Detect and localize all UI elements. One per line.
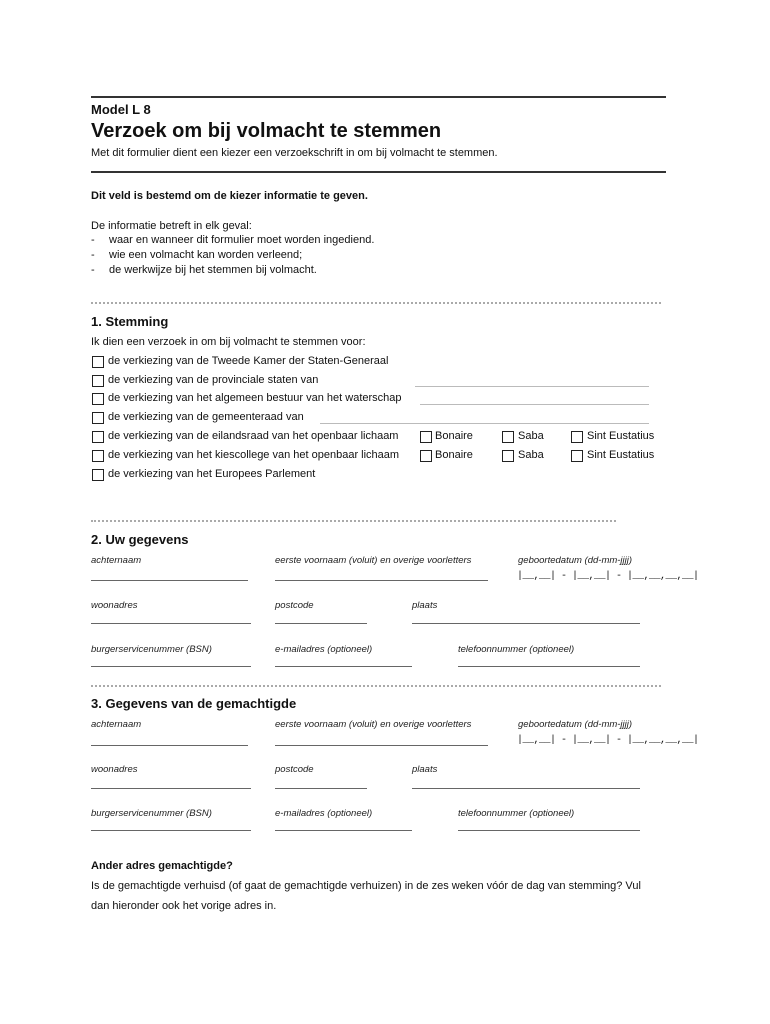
- gemachtigde-geboortedatum-input[interactable]: |__,__| - |__,__| - |__,__,__,__|: [517, 735, 699, 746]
- option-label: de verkiezing van de provinciale staten van: [108, 374, 319, 386]
- top-rule: [91, 96, 666, 98]
- field-label: woonadres: [91, 764, 138, 775]
- email-input[interactable]: [275, 666, 412, 667]
- info-list: [91, 234, 374, 279]
- checkbox-waterschap[interactable]: [92, 393, 104, 405]
- field-label: achternaam: [91, 555, 142, 566]
- provincie-input[interactable]: [415, 386, 649, 387]
- page-subtitle: Met dit formulier dient een kiezer een verzoekschrift in om bij volmacht te stemmen.: [91, 147, 498, 159]
- ander-adres-heading: Ander adres gemachtigde?: [91, 860, 233, 872]
- info-intro: De informatie betreft in elk geval:: [91, 220, 252, 232]
- section-uw-gegevens-heading: 2. Uw gegevens: [91, 532, 189, 547]
- field-label: eerste voornaam (voluit) en overige voorletters: [275, 555, 472, 566]
- woonadres-input[interactable]: [91, 623, 251, 624]
- field-label: telefoonnummer (optioneel): [458, 644, 575, 655]
- info-item: - wie een volmacht kan worden verleend;: [91, 249, 374, 264]
- section-gemachtigde-heading: 3. Gegevens van de gemachtigde: [91, 696, 297, 711]
- ander-adres-text: Is de gemachtigde verhuisd (of gaat de gemachtigde verhuizen) in de zes weken vóór de dag van stemming? Vul: [91, 880, 641, 892]
- divider: [91, 302, 661, 304]
- checkbox-kiescollege-bonaire[interactable]: [420, 450, 432, 462]
- checkbox-gemeenteraad[interactable]: [92, 412, 104, 424]
- gemachtigde-bsn-input[interactable]: [91, 830, 251, 831]
- bsn-input[interactable]: [91, 666, 251, 667]
- field-label: e-mailadres (optioneel): [275, 644, 373, 655]
- checkbox-kiescollege-saba[interactable]: [502, 450, 514, 462]
- info-item: - de werkwijze bij het stemmen bij volmacht.: [91, 264, 374, 279]
- gemeente-input[interactable]: [320, 423, 649, 424]
- checkbox-eilandsraad-bonaire[interactable]: [420, 431, 432, 443]
- info-item: - waar en wanneer dit formulier moet worden ingediend.: [91, 234, 374, 249]
- field-label: burgerservicenummer (BSN): [91, 644, 212, 655]
- checkbox-eilandsraad-saba[interactable]: [502, 431, 514, 443]
- ander-adres-text: dan hieronder ook het vorige adres in.: [91, 900, 277, 912]
- option-label: de verkiezing van de Tweede Kamer der Staten-Generaal: [108, 355, 389, 367]
- island-label: Sint Eustatius: [587, 430, 655, 442]
- divider: [91, 685, 661, 687]
- gemachtigde-voornaam-input[interactable]: [275, 745, 488, 746]
- field-label: e-mailadres (optioneel): [275, 808, 373, 819]
- telefoon-input[interactable]: [458, 666, 640, 667]
- page-title: Verzoek om bij volmacht te stemmen: [91, 120, 442, 142]
- divider: [91, 520, 616, 522]
- field-label: postcode: [275, 764, 314, 775]
- waterschap-input[interactable]: [420, 404, 649, 405]
- field-label: postcode: [275, 600, 314, 611]
- field-label: eerste voornaam (voluit) en overige voorletters: [275, 719, 472, 730]
- island-label: Sint Eustatius: [587, 449, 655, 461]
- field-label: woonadres: [91, 600, 138, 611]
- field-label: plaats: [412, 600, 438, 611]
- gemachtigde-achternaam-input[interactable]: [91, 745, 248, 746]
- header-bottom-rule: [91, 171, 666, 173]
- stemming-intro: Ik dien een verzoek in om bij volmacht te stemmen voor:: [91, 336, 366, 348]
- island-label: Bonaire: [435, 449, 473, 461]
- checkbox-tweede-kamer[interactable]: [92, 356, 104, 368]
- postcode-input[interactable]: [275, 623, 367, 624]
- checkbox-europees-parlement[interactable]: [92, 469, 104, 481]
- field-label: plaats: [412, 764, 438, 775]
- info-heading: Dit veld is bestemd om de kiezer informatie te geven.: [91, 190, 368, 202]
- checkbox-kiescollege[interactable]: [92, 450, 104, 462]
- checkbox-eilandsraad-sint-eustatius[interactable]: [571, 431, 583, 443]
- field-label: geboortedatum (dd-mm-jjjj): [518, 555, 633, 566]
- island-label: Bonaire: [435, 430, 473, 442]
- checkbox-kiescollege-sint-eustatius[interactable]: [571, 450, 583, 462]
- checkbox-provinciale-staten[interactable]: [92, 375, 104, 387]
- option-label: de verkiezing van de eilandsraad van het openbaar lichaam: [108, 430, 399, 442]
- option-label: de verkiezing van het algemeen bestuur van het waterschap: [108, 392, 402, 404]
- gemachtigde-email-input[interactable]: [275, 830, 412, 831]
- island-label: Saba: [518, 430, 544, 442]
- achternaam-input[interactable]: [91, 580, 248, 581]
- gemachtigde-woonadres-input[interactable]: [91, 788, 251, 789]
- geboortedatum-input[interactable]: |__,__| - |__,__| - |__,__,__,__|: [517, 571, 699, 582]
- option-label: de verkiezing van het Europees Parlement: [108, 468, 316, 480]
- gemachtigde-postcode-input[interactable]: [275, 788, 367, 789]
- voornaam-input[interactable]: [275, 580, 488, 581]
- gemachtigde-plaats-input[interactable]: [412, 788, 640, 789]
- checkbox-eilandsraad[interactable]: [92, 431, 104, 443]
- field-label: burgerservicenummer (BSN): [91, 808, 212, 819]
- field-label: geboortedatum (dd-mm-jjjj): [518, 719, 633, 730]
- option-label: de verkiezing van het kiescollege van het openbaar lichaam: [108, 449, 400, 461]
- model-number: Model L 8: [91, 102, 151, 117]
- field-label: achternaam: [91, 719, 142, 730]
- option-label: de verkiezing van de gemeenteraad van: [108, 411, 304, 423]
- island-label: Saba: [518, 449, 544, 461]
- plaats-input[interactable]: [412, 623, 640, 624]
- section-stemming-heading: 1. Stemming: [91, 314, 169, 329]
- field-label: telefoonnummer (optioneel): [458, 808, 575, 819]
- gemachtigde-telefoon-input[interactable]: [458, 830, 640, 831]
